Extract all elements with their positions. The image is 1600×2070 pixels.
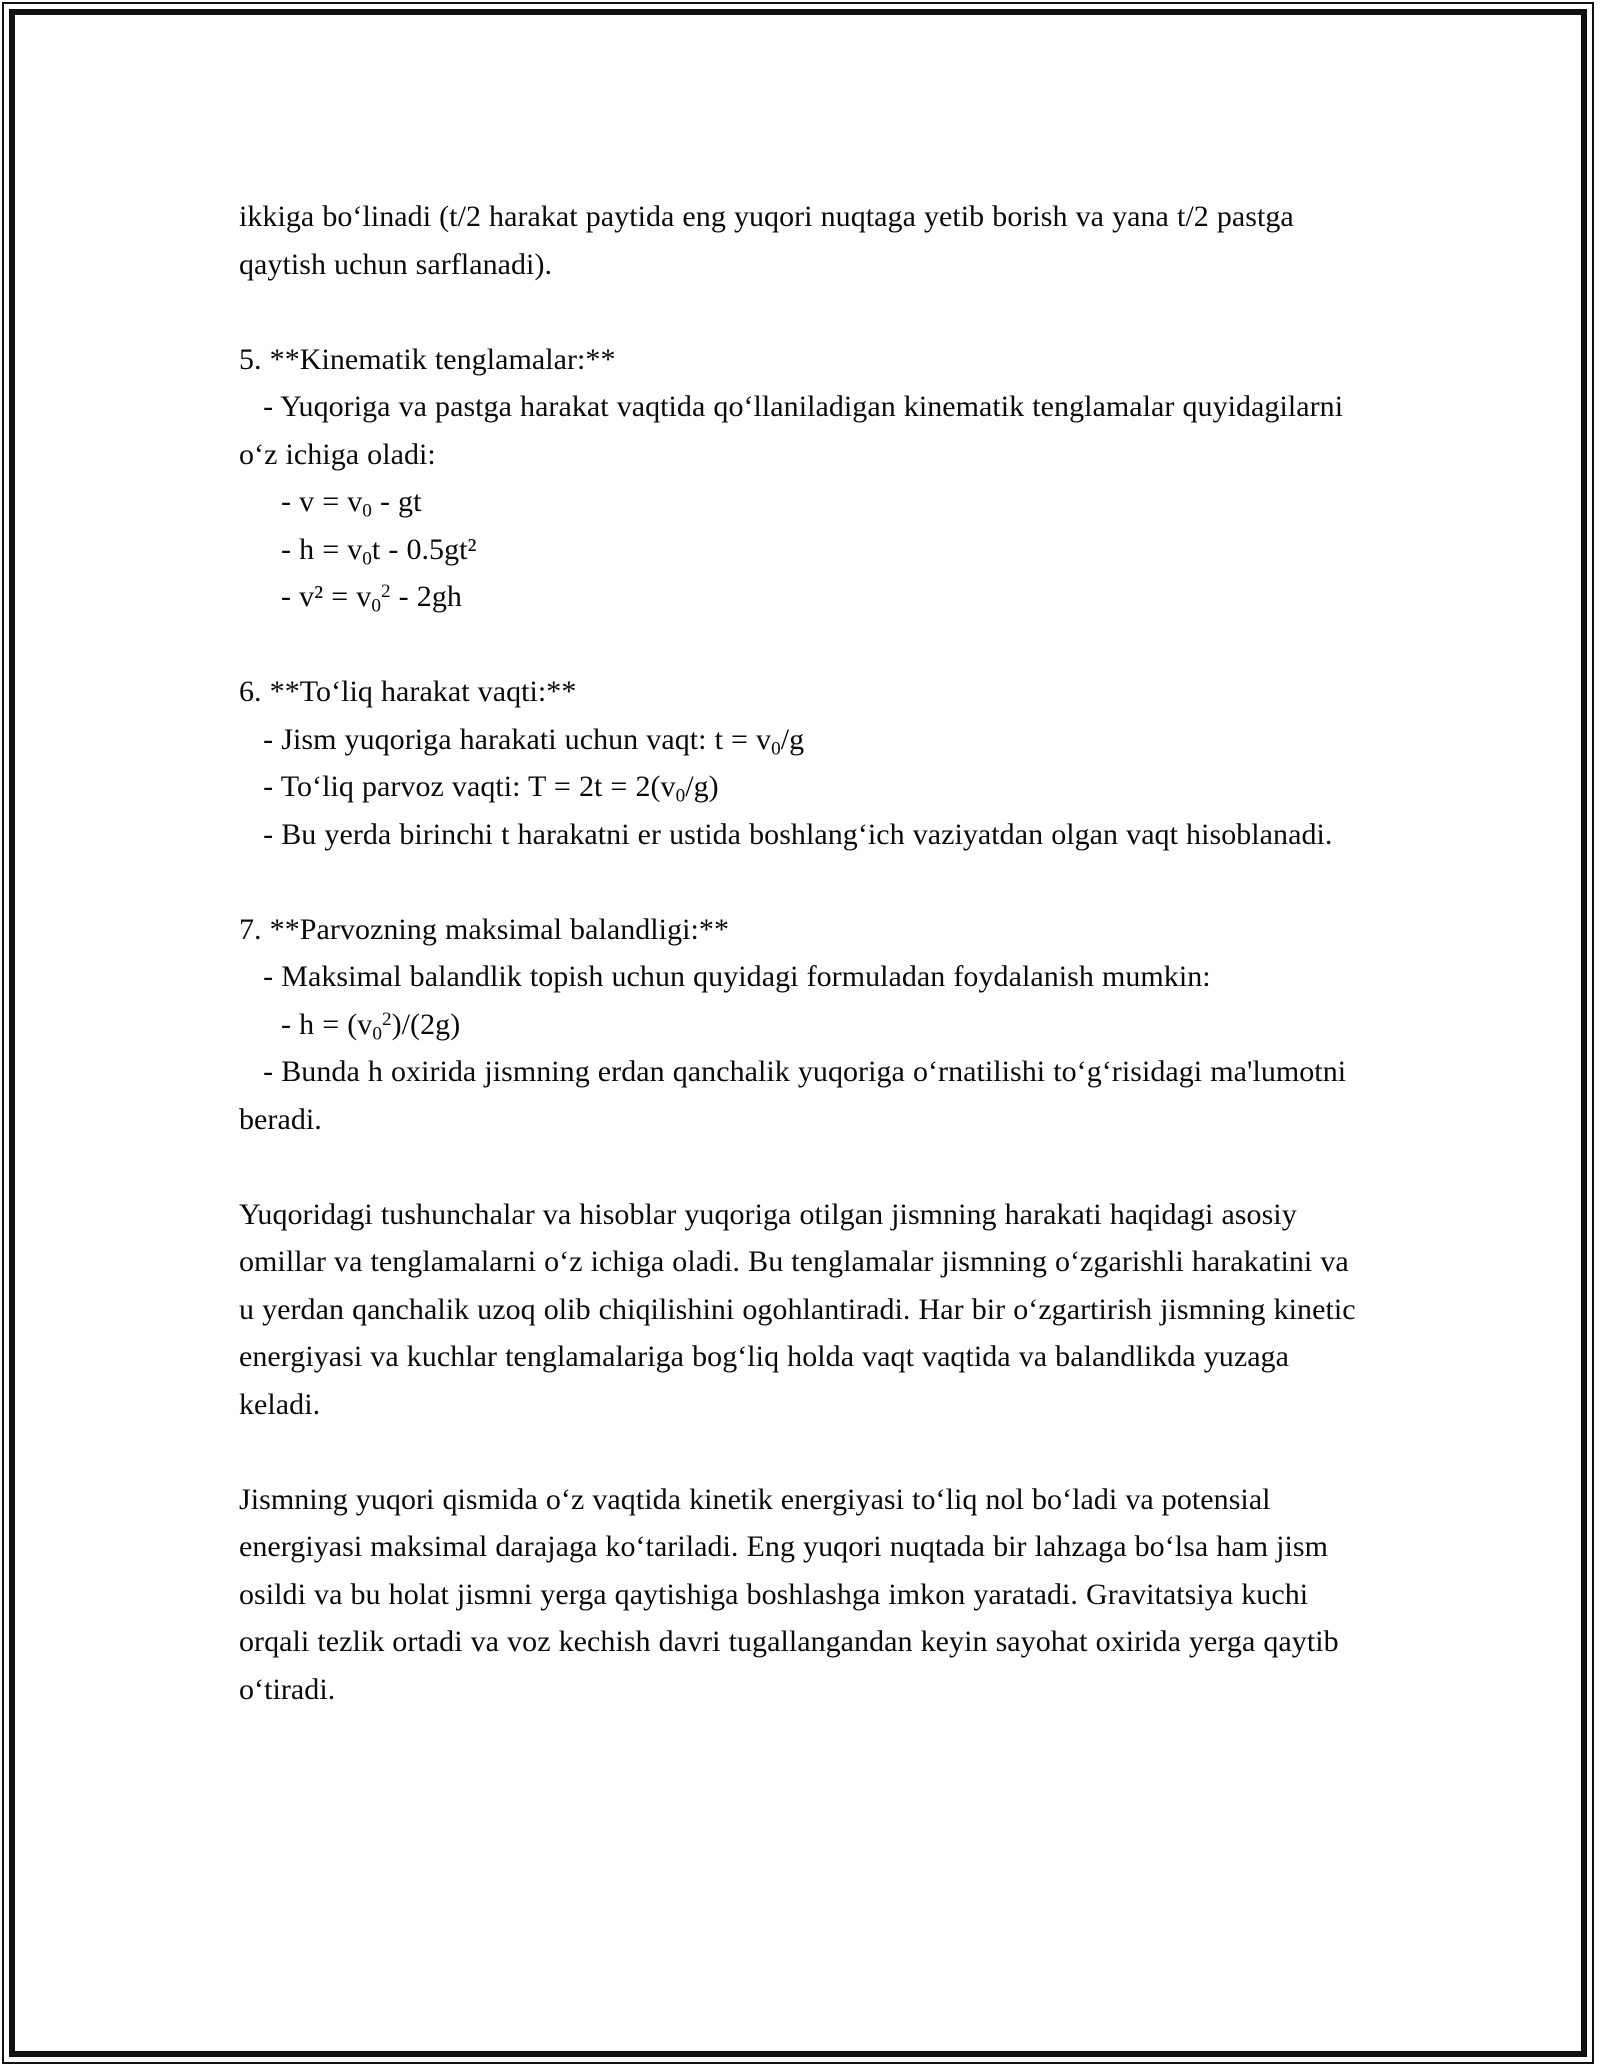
formula-height-subscript: 0 xyxy=(362,547,372,569)
total-flight-time-suffix: /g) xyxy=(685,770,719,803)
formula-height-rhs: t - 0.5gt² xyxy=(371,532,477,566)
formula-velocity xyxy=(239,478,1369,526)
formula-velocity-rhs: - gt xyxy=(371,485,422,518)
formula-height xyxy=(239,526,1369,574)
total-flight-time-subscript: 0 xyxy=(675,785,686,807)
section-7-heading: 7. **Parvozning maksimal balandligi:** xyxy=(239,912,729,946)
paragraph-summary: Yuqoridagi tushunchalar va hisoblar yuqoriga otilgan jismning harakati haqidagi asosiy omillar va tenglamalarni o‘z ichiga oladi. Bu tenglamalar jismning o‘zgarishli harakatini va u yerdan qanchalik uzoq olib chiqilishini ogohlantiradi. Har bir o‘zgartirish jismning kinetic energiyasi va kuchlar tenglamalariga bog‘liq holda vaqt vaqtida va balandlikda yuzaga keladi. xyxy=(239,1197,1364,1421)
section-7-note: - Bunda h oxirida jismning erdan qanchalik yuqoriga o‘rnatilishi to‘g‘risidagi ma'lumotni beradi. xyxy=(239,1055,1355,1136)
paragraph-closing: Jismning yuqori qismida o‘z vaqtida kinetik energiyasi to‘liq nol bo‘ladi va potensial energiyasi maksimal darajaga ko‘tariladi. Eng yuqori nuqtada bir lahzaga bo‘lsa ham jism osildi va bu holat jismni yerga qaytishiga boshlashga imkon yaratadi. Gravitatsiya kuchi orqali tezlik ortadi va voz kechish davri tugallangandan keyin sayohat oxirida yerga qaytib o‘tiradi. xyxy=(239,1482,1347,1706)
formula-velocity-squared-subscript: 0 xyxy=(371,595,381,617)
section-5-bullet-1: - Yuqoriga va pastga harakat vaqtida qo‘llaniladigan kinematik tenglamalar quyidagilarni o‘z ichiga oladi: xyxy=(239,390,1352,471)
time-up-suffix: /g xyxy=(780,722,805,756)
section-7 xyxy=(239,906,1369,1144)
time-up-prefix: - Jism yuqoriga harakati uchun vaqt: t = v xyxy=(239,722,772,756)
page-outer-border xyxy=(2,2,1594,2064)
formula-velocity-lhs: - v = v xyxy=(281,485,363,518)
formula-height-lhs: - h = v xyxy=(281,532,363,566)
section-5-heading: 5. **Kinematik tenglamalar:** xyxy=(239,342,616,376)
paragraph-intro-continuation: ikkiga bo‘linadi (t/2 harakat paytida eng yuqori nuqtaga yetib borish va yana t/2 pastga qaytish uchun sarflanadi). xyxy=(239,200,1302,281)
total-flight-time-prefix: - To‘liq parvoz vaqti: T = 2t = 2(v xyxy=(239,770,676,803)
formula-velocity-subscript: 0 xyxy=(362,500,372,522)
formula-velocity-squared-lhs: - v² = v xyxy=(281,580,372,613)
section-7-lead: - Maksimal balandlik topish uchun quyidagi formuladan foydalanish mumkin: xyxy=(239,960,1211,993)
formula-velocity-squared-superscript: 2 xyxy=(380,580,391,602)
time-up-subscript: 0 xyxy=(771,737,781,759)
section-6 xyxy=(239,668,1369,858)
formula-max-height-superscript: 2 xyxy=(381,1008,392,1030)
section-6-item-time-up xyxy=(239,716,1369,764)
section-6-item-total-flight-time xyxy=(239,763,1369,811)
section-6-heading: 6. **To‘liq harakat vaqti:** xyxy=(239,675,577,708)
formula-velocity-squared-rhs: - 2gh xyxy=(390,580,462,613)
formula-max-height-rhs: )/(2g) xyxy=(391,1007,461,1041)
formula-max-height xyxy=(239,1001,1369,1049)
formula-velocity-squared xyxy=(239,573,1369,621)
document-body xyxy=(239,193,1369,1713)
page-inner-border xyxy=(9,9,1587,2057)
formula-max-height-lhs: - h = (v xyxy=(281,1007,373,1041)
section-5 xyxy=(239,336,1369,621)
formula-max-height-subscript: 0 xyxy=(372,1022,382,1044)
section-6-item-time-note: - Bu yerda birinchi t harakatni er ustida boshlang‘ich vaziyatdan olgan vaqt hisoblanadi. xyxy=(239,817,1333,851)
